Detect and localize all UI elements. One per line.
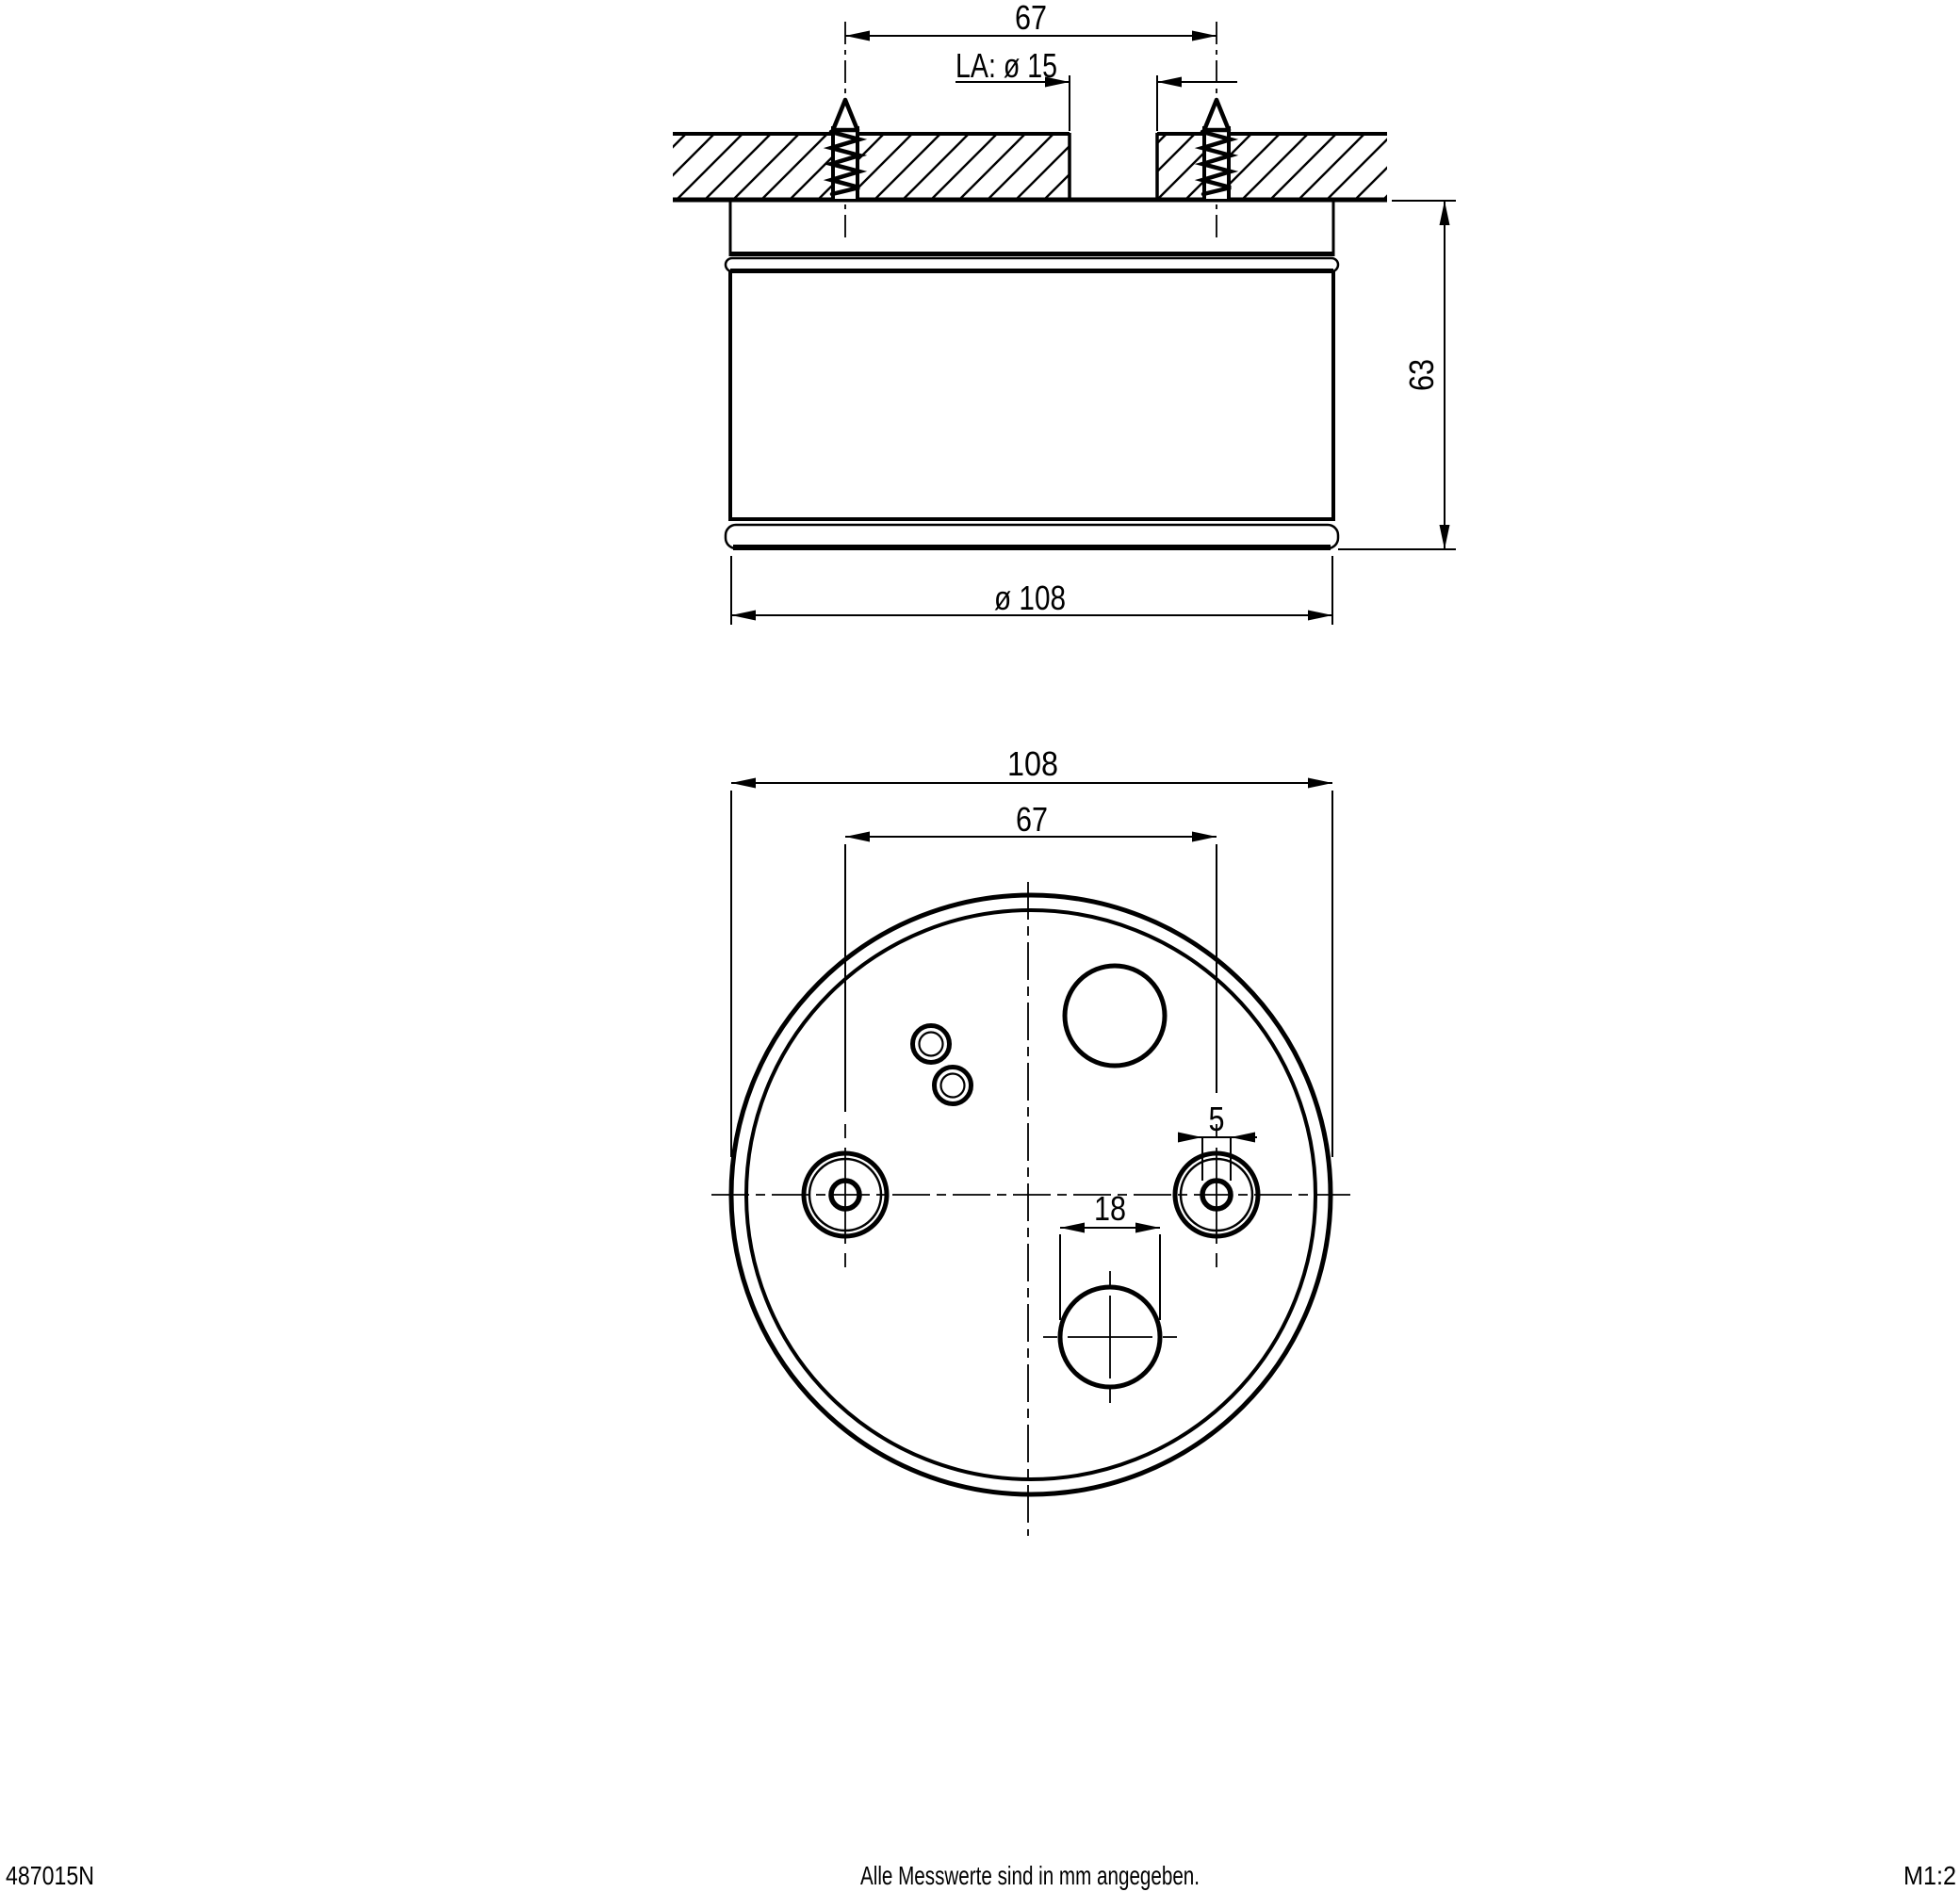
mounting-hole-left (804, 1124, 887, 1267)
dim-height (1338, 201, 1456, 549)
dim-label-screw-hole: 5 (1208, 1100, 1225, 1138)
article-number: 487015N (6, 1861, 94, 1890)
footer (6, 1861, 1956, 1890)
dim-diameter-side (731, 556, 1332, 625)
bottom-cable-hole (1043, 1271, 1177, 1403)
ceiling-hatch-right (1157, 135, 1387, 199)
dim-label-cable-hole: 18 (1094, 1189, 1126, 1228)
dim-screw-spacing-bottom (845, 800, 1217, 1112)
dim-label-diameter-bottom: 108 (1007, 744, 1058, 783)
screw-right (1202, 22, 1231, 238)
dim-label-screw-spacing-bottom: 67 (1016, 800, 1048, 839)
ceiling-section (673, 133, 1387, 200)
clip-ring-1 (913, 1026, 950, 1063)
scale-label: M1:2 (1903, 1861, 1956, 1890)
side-view (673, 0, 1456, 625)
dim-label-cutout: LA: ø 15 (956, 46, 1057, 85)
ceiling-hatch-left (673, 135, 1070, 199)
dim-cutout (956, 46, 1237, 131)
dim-label-screw-spacing-side: 67 (1015, 0, 1047, 37)
dim-label-height: 63 (1402, 352, 1441, 391)
mounting-hole-right (1175, 1124, 1258, 1267)
screw-left (831, 22, 859, 238)
luminaire-body (726, 201, 1338, 548)
cable-entry-hole (1065, 966, 1165, 1066)
bottom-view (711, 744, 1350, 1536)
dim-screw-spacing-side (845, 0, 1217, 41)
measurement-note: Alle Messwerte sind in mm angegeben. (860, 1861, 1200, 1890)
dim-screw-hole (1178, 1100, 1257, 1181)
clip-ring-2 (935, 1068, 972, 1104)
dim-label-diameter-side: ø 108 (994, 579, 1066, 617)
